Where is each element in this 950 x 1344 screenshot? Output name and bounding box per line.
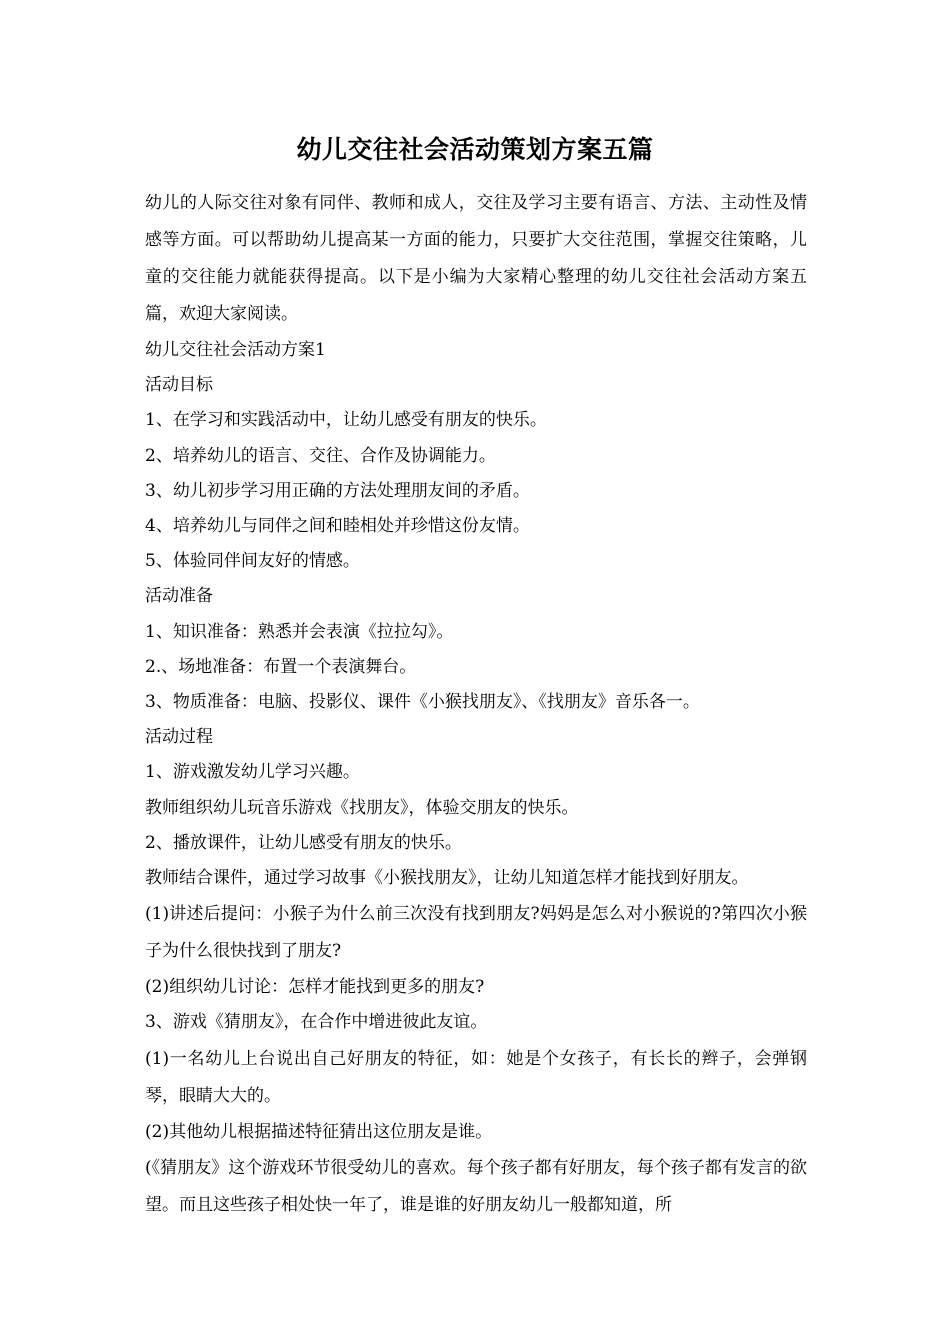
document-title: 幼儿交往社会活动策划方案五篇 <box>296 135 654 164</box>
process-step: 3、游戏《猜朋友》，在合作中增进彼此友谊。 <box>145 1012 488 1033</box>
document-body <box>145 185 807 1224</box>
goal-item: 2、培养幼儿的语言、交往、合作及协调能力。 <box>145 445 496 466</box>
section-heading: 幼儿交往社会活动方案1 <box>145 340 326 360</box>
subheading-preparation: 活动准备 <box>145 586 213 607</box>
subheading-process: 活动过程 <box>145 727 213 748</box>
preparation-item: 3、物质准备：电脑、投影仪、课件《小猴找朋友》、《找朋友》音乐各一。 <box>145 692 700 713</box>
goal-item: 1、在学习和实践活动中，让幼儿感受有朋友的快乐。 <box>145 410 547 431</box>
process-note: (《猜朋友》这个游戏环节很受幼儿的喜欢。每个孩子都有好朋友，每个孩子都有发言的欲望。而且这些孩子相处快一年了，谁是谁的好朋友幼儿一般都知道，所 <box>145 1157 807 1215</box>
process-detail: (2)组织幼儿讨论：怎样才能找到更多的朋友? <box>145 977 485 998</box>
process-detail: (1)讲述后提问：小猴子为什么前三次没有找到朋友?妈妈是怎么对小猴说的?第四次小猴子为什么很快找到了朋友? <box>145 904 807 962</box>
process-step: 1、游戏激发幼儿学习兴趣。 <box>145 762 360 783</box>
process-detail: (1)一名幼儿上台说出自己好朋友的特征，如：她是个女孩子，有长长的辫子，会弹钢琴，眼睛大大的。 <box>145 1048 807 1106</box>
process-step: 2、播放课件，让幼儿感受有朋友的快乐。 <box>145 832 462 853</box>
process-detail: (2)其他幼儿根据描述特征猜出这位朋友是谁。 <box>145 1121 493 1142</box>
goal-item: 3、幼儿初步学习用正确的方法处理朋友间的矛盾。 <box>145 480 530 501</box>
process-detail: 教师组织幼儿玩音乐游戏《找朋友》，体验交朋友的快乐。 <box>145 797 579 818</box>
goal-item: 5、体验同伴间友好的情感。 <box>145 551 360 572</box>
process-detail: 教师结合课件，通过学习故事《小猴找朋友》，让幼儿知道怎样才能找到好朋友。 <box>145 868 749 889</box>
subheading-goals: 活动目标 <box>145 375 213 396</box>
preparation-item: 1、知识准备：熟悉并会表演《拉拉勾》。 <box>145 621 454 642</box>
preparation-item: 2.、场地准备：布置一个表演舞台。 <box>145 656 417 677</box>
intro-paragraph: 幼儿的人际交往对象有同伴、教师和成人，交往及学习主要有语言、方法、主动性及情感等方面。可以帮助幼儿提高某一方面的能力，只要扩大交往范围，掌握交往策略，儿童的交往能力就能获得提高。以下是小编为大家精心整理的幼儿交往社会活动方案五篇，欢迎大家阅读。 <box>145 193 807 324</box>
goal-item: 4、培养幼儿与同伴之间和睦相处并珍惜这份友情。 <box>145 516 530 537</box>
